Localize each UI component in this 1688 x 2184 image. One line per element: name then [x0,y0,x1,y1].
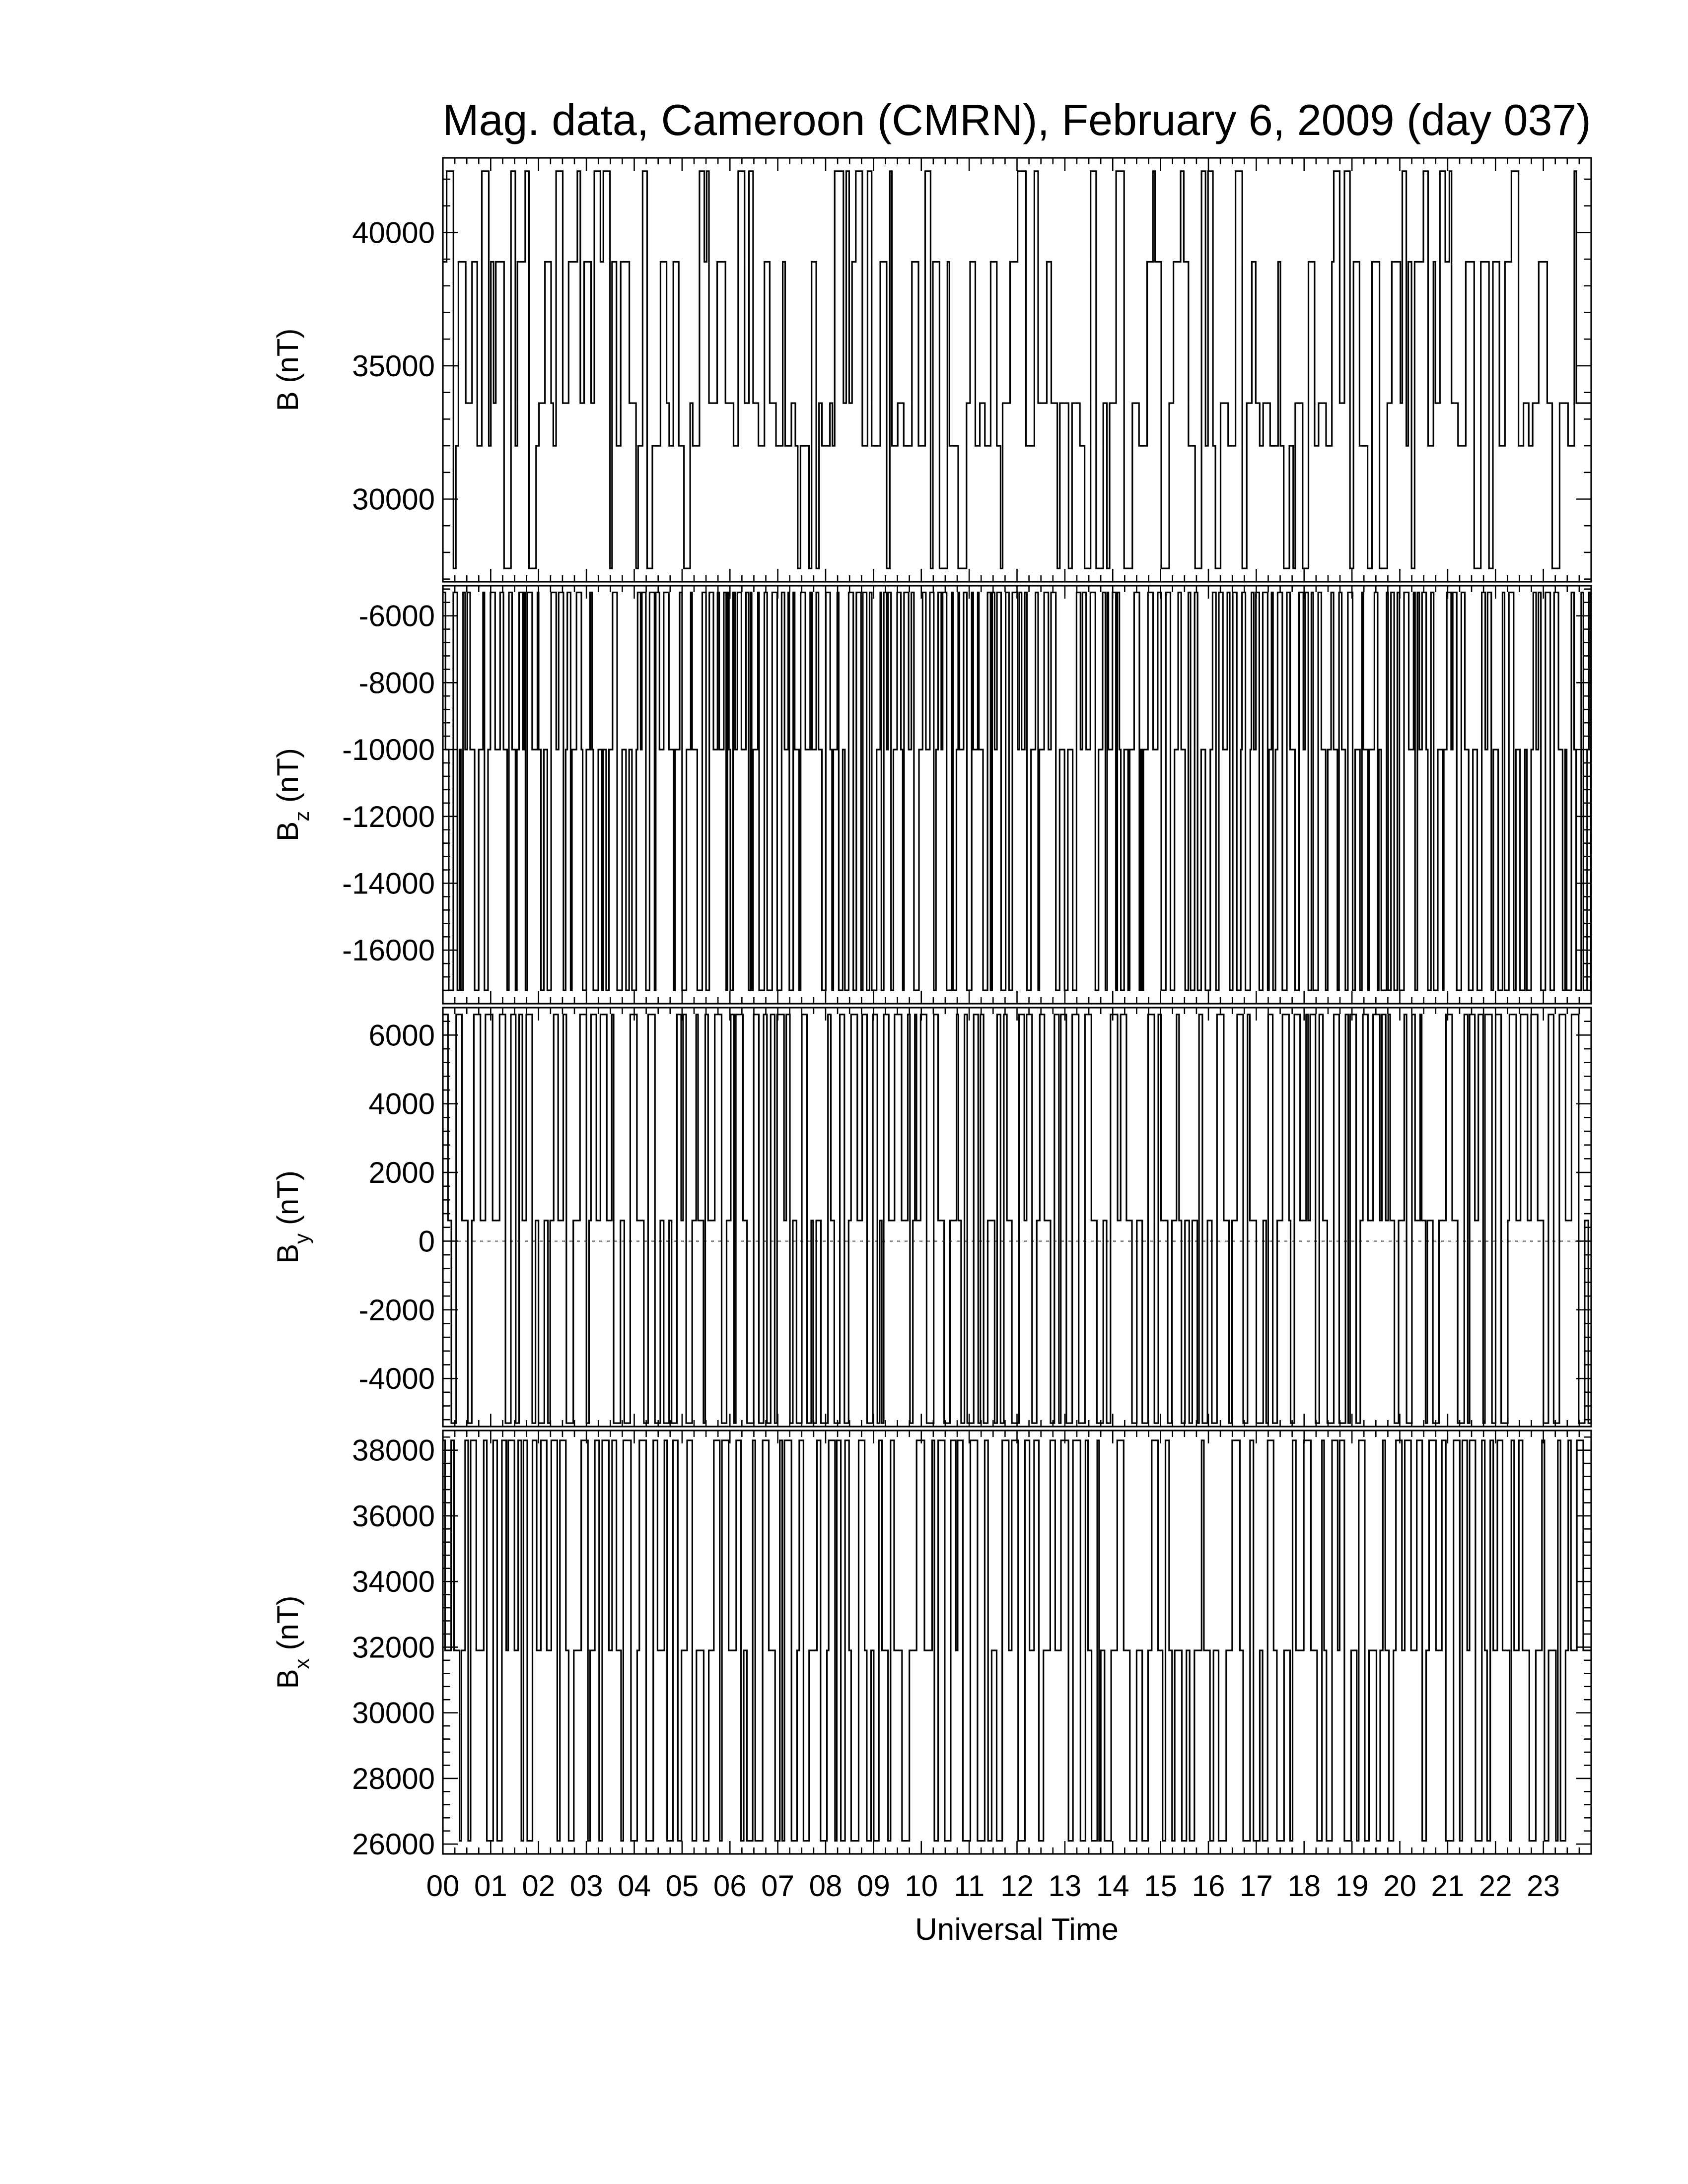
x-tick-label: 23 [1527,1869,1560,1903]
panels-group [271,158,1591,1861]
x-tick-label: 03 [569,1869,603,1903]
x-tick-label: 04 [618,1869,651,1903]
y-tick-label-Bx: 38000 [352,1433,435,1467]
x-tick-label: 18 [1287,1869,1321,1903]
y-tick-label-B: 35000 [352,349,435,383]
y-axis-label-main-Bx: B [271,1669,304,1689]
x-tick-label: 11 [953,1869,985,1903]
x-tick-label: 20 [1383,1869,1416,1903]
y-tick-label-By: 0 [418,1225,435,1258]
x-tick-label: 16 [1192,1869,1225,1903]
x-tick-label: 08 [809,1869,843,1903]
y-tick-label-By: -4000 [358,1362,435,1396]
y-tick-label-Bx: 34000 [352,1565,435,1599]
y-tick-label-By: 6000 [368,1019,435,1052]
y-tick-label-Bx: 32000 [352,1631,435,1664]
panel-frame-Bx [443,1431,1591,1854]
y-axis-label-main-B: B [271,391,304,411]
x-tick-label: 15 [1144,1869,1177,1903]
x-tick-label: 09 [857,1869,890,1903]
y-tick-label-Bz: -12000 [342,800,435,833]
y-axis-label-By [271,1170,313,1264]
y-axis-label-sub-Bx: x [290,1658,313,1669]
x-tick-label: 21 [1431,1869,1465,1903]
panel-Bx [271,1431,1591,1861]
x-axis [426,1869,1560,1903]
y-axis-label-unit-By: (nT) [271,1170,304,1233]
y-tick-label-Bz: -14000 [342,867,435,900]
y-axis-label-main-By: B [271,1243,304,1264]
x-tick-label: 10 [905,1869,938,1903]
y-axis-label-Bx [271,1596,313,1689]
y-axis-label-sub-Bz: z [290,811,313,821]
x-axis-label: Universal Time [915,1912,1119,1947]
x-tick-label: 02 [522,1869,556,1903]
x-tick-label: 19 [1335,1869,1369,1903]
y-tick-label-Bx: 28000 [352,1762,435,1795]
y-tick-label-Bx: 30000 [352,1696,435,1730]
y-tick-label-By: -2000 [358,1293,435,1327]
x-tick-label: 07 [761,1869,794,1903]
trace-Bz [443,593,1591,991]
trace-Bx [443,1440,1591,1841]
y-tick-label-Bz: -16000 [342,934,435,967]
x-tick-label: 13 [1048,1869,1082,1903]
y-tick-label-B: 40000 [352,216,435,250]
y-tick-label-Bz: -8000 [358,666,435,700]
x-tick-label: 12 [1000,1869,1034,1903]
y-tick-label-Bz: -10000 [342,733,435,767]
x-tick-label: 00 [426,1869,460,1903]
x-tick-label: 01 [474,1869,507,1903]
trace-B [443,171,1591,568]
y-tick-label-By: 4000 [368,1087,435,1121]
y-axis-label-main-Bz: B [271,821,304,841]
y-axis-label-unit-B: (nT) [271,328,304,392]
y-axis-label-unit-Bz: (nT) [271,748,304,811]
y-axis-label-sub-By: y [290,1233,313,1244]
y-tick-label-By: 2000 [368,1156,435,1190]
y-axis-label-Bz [271,748,313,841]
x-tick-label: 06 [713,1869,747,1903]
y-axis-label-unit-Bx: (nT) [271,1595,304,1659]
panel-frame-By [443,1008,1591,1427]
panel-Bz [271,586,1591,1004]
y-axis-label-B [271,329,304,411]
y-tick-label-Bx: 36000 [352,1499,435,1533]
y-tick-label-B: 30000 [352,482,435,516]
x-tick-label: 05 [665,1869,699,1903]
panel-By [271,1008,1591,1427]
x-tick-label: 17 [1240,1869,1273,1903]
y-tick-label-Bx: 26000 [352,1828,435,1861]
y-tick-label-Bz: -6000 [358,599,435,633]
x-tick-label: 14 [1096,1869,1129,1903]
trace-By [443,1015,1591,1423]
panel-B [271,158,1591,582]
chart-title: Mag. data, Cameroon (CMRN), February 6, 2009 (day 037) [442,95,1591,144]
x-tick-label: 22 [1478,1869,1512,1903]
